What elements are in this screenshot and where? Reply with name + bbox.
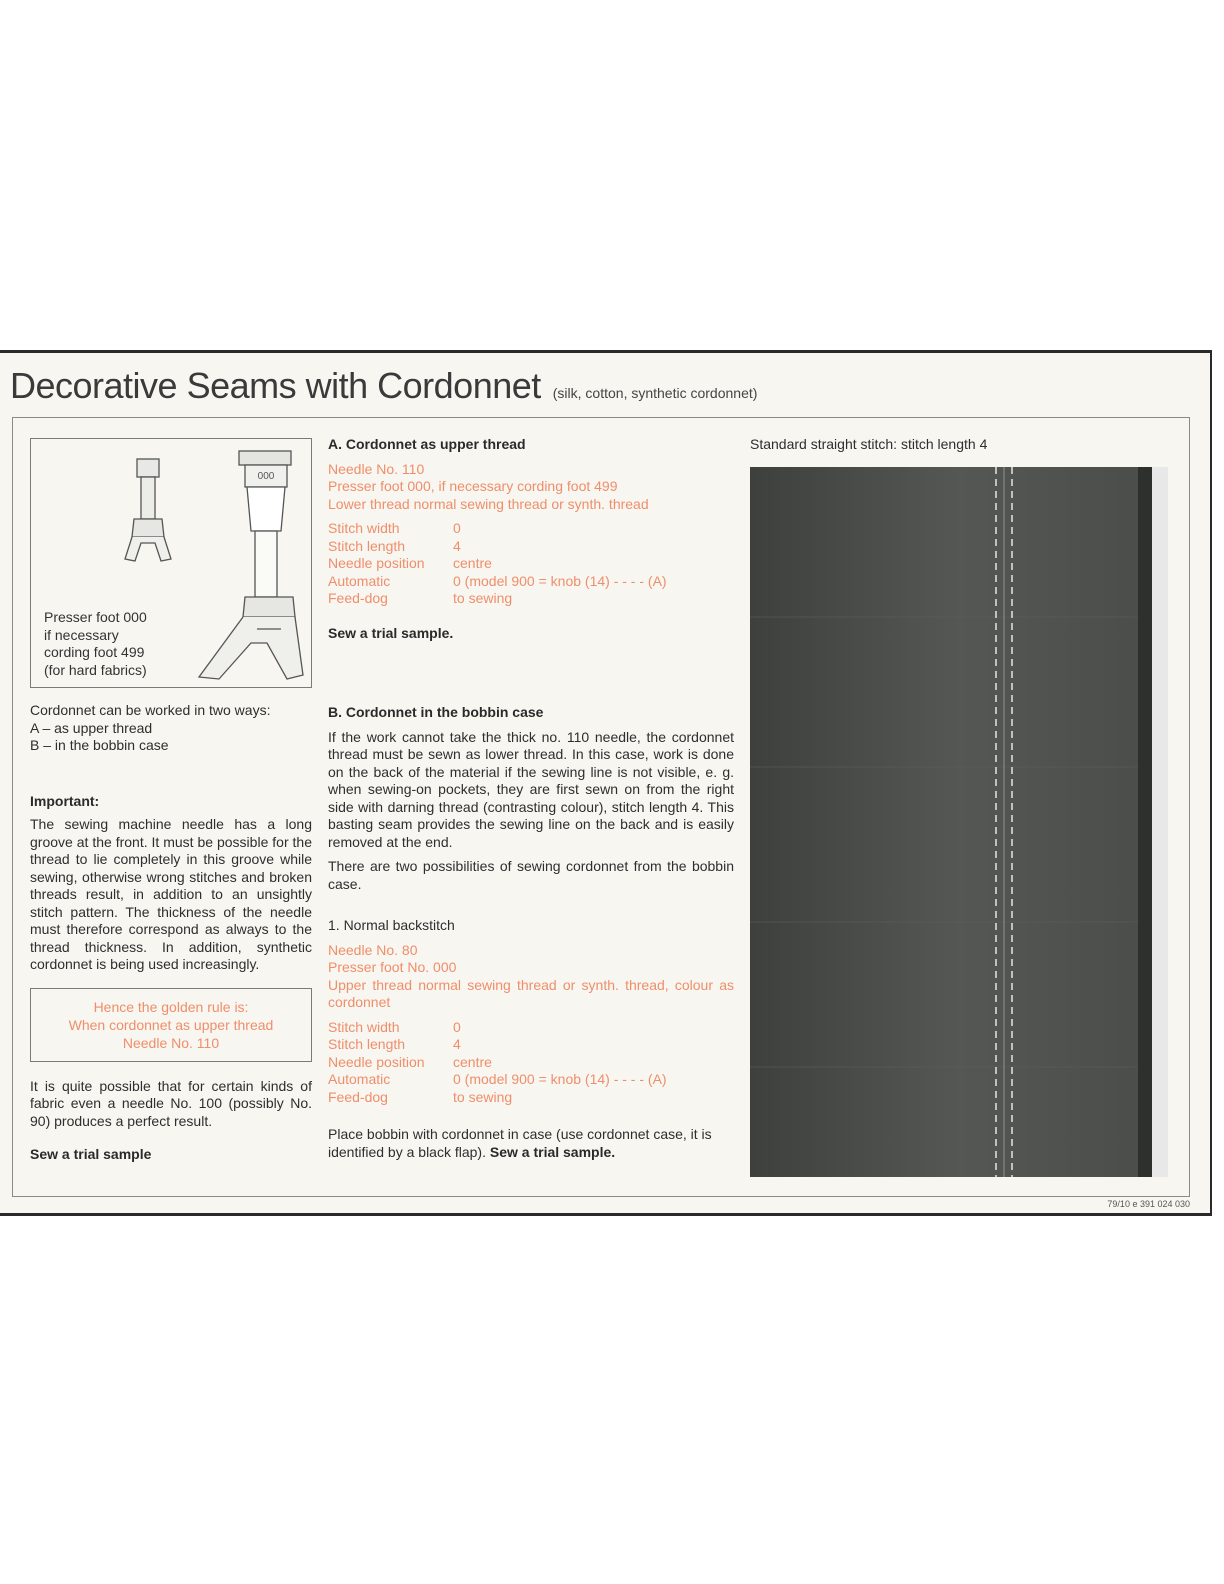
page-title <box>10 365 757 407</box>
setting-value: to sewing <box>453 590 513 606</box>
setting-label: Stitch length <box>328 1036 406 1052</box>
setting-value: centre <box>453 555 492 571</box>
setting-value: 0 <box>453 1018 461 1035</box>
way-item: B – in the bobbin case <box>30 737 169 753</box>
golden-rule-line: Needle No. 110 <box>122 1034 220 1051</box>
section-a-settings <box>328 520 734 608</box>
setting-label: Stitch length <box>328 537 406 554</box>
manual-page <box>0 350 1212 1216</box>
foot-number-label: 000 <box>257 471 275 482</box>
right-column <box>750 436 1170 1177</box>
setting-label: Automatic <box>328 1071 391 1087</box>
golden-rule-line: Hence the golden rule is: <box>93 998 249 1015</box>
golden-rule-box <box>30 988 312 1062</box>
document-code: 79/10 e 391 024 030 <box>1107 1199 1190 1209</box>
figure-caption-line: if necessary <box>44 626 119 643</box>
way-item: A – as upper thread <box>30 719 153 736</box>
figure-caption-line: Presser foot 000 <box>44 609 147 625</box>
stitched-fabric-image <box>750 467 1168 1177</box>
middle-column <box>328 436 734 1161</box>
photo-caption: Standard straight stitch: stitch length 4 <box>750 436 988 452</box>
closing-trial-note: Sew a trial sample. <box>489 1143 616 1160</box>
section-b-line: Needle No. 80 <box>328 941 418 958</box>
important-text: The sewing machine needle has a long groove at the front. It must be possible for the thread to lie completely in this groove while sewing, otherwise wrong stitches and broken threads result, in addition to an unsightly stitch pattern. The thickness of the needle must therefore correspond as always to the thread thickness. In addition, synthetic cordonnet is being used increasingly. <box>30 816 312 972</box>
closing-text-body: Place bobbin with cordonnet in case (use cordonnet case, it is identified by a black flap). <box>328 1126 712 1160</box>
section-a-heading: A. Cordonnet as upper thread <box>328 436 526 452</box>
setting-value: 4 <box>453 1036 461 1052</box>
setting-label: Stitch width <box>328 1018 400 1035</box>
setting-value: 0 (model 900 = knob (14) - - - - (A) <box>453 1071 667 1087</box>
section-b-line: Upper thread normal sewing thread or synth. thread, colour as cordonnet <box>328 976 734 1010</box>
section-a-trial-note: Sew a trial sample. <box>328 624 454 641</box>
intro-text: Cordonnet can be worked in two ways: <box>30 702 271 718</box>
page-subtitle: (silk, cotton, synthetic cordonnet) <box>552 385 758 401</box>
setting-label: Feed-dog <box>328 1088 388 1105</box>
figure-caption <box>44 609 147 679</box>
left-trial-note: Sew a trial sample <box>30 1146 152 1162</box>
section-a-line: Needle No. 110 <box>328 460 425 477</box>
backstitch-heading: 1. Normal backstitch <box>328 917 455 933</box>
figure-caption-line: cording foot 499 <box>44 644 145 660</box>
section-b-heading: B. Cordonnet in the bobbin case <box>328 704 544 720</box>
section-b-line: Presser foot No. 000 <box>328 959 457 975</box>
content-frame <box>12 417 1190 1197</box>
page-title-text: Decorative Seams with Cordonnet <box>10 365 541 406</box>
section-b-paragraph: If the work cannot take the thick no. 110 needle, the cordonnet thread must be sewn as lower thread. In this case, work is done on the back of the material if the sewing line is not visible, e. g. when sewing-on pockets, they are first sewn on from the right side with darning thread (contrasting colour), stitch length 4. This basting seam provides the sewing line on the back and is easily removed at the end. <box>328 728 734 850</box>
left-column <box>30 438 312 1164</box>
golden-rule-line: When cordonnet as upper thread <box>68 1016 274 1033</box>
presser-foot-figure <box>30 438 312 688</box>
possible-text: It is quite possible that for certain kinds of fabric even a needle No. 100 (possibly No. 90) produces a perfect result. <box>30 1077 312 1129</box>
setting-value: to sewing <box>453 1088 513 1105</box>
setting-label: Automatic <box>328 572 391 589</box>
section-b-settings <box>328 1019 734 1107</box>
setting-label: Stitch width <box>328 520 400 536</box>
section-a-line: Presser foot 000, if necessary cording foot 499 <box>328 478 618 494</box>
closing-text <box>328 1126 734 1161</box>
figure-caption-line: (for hard fabrics) <box>44 661 147 678</box>
setting-value: 0 (model 900 = knob (14) - - - - (A) <box>453 572 667 589</box>
setting-label: Feed-dog <box>328 590 388 606</box>
setting-value: centre <box>453 1053 492 1070</box>
setting-value: 4 <box>453 537 461 554</box>
setting-label: Needle position <box>328 555 425 571</box>
important-heading: Important: <box>30 792 100 809</box>
section-b-paragraph: There are two possibilities of sewing cordonnet from the bobbin case. <box>328 858 734 892</box>
section-a-line: Lower thread normal sewing thread or synth. thread <box>328 495 649 512</box>
setting-label: Needle position <box>328 1053 425 1070</box>
stitch-sample-photo <box>750 467 1168 1177</box>
setting-value: 0 <box>453 520 461 536</box>
